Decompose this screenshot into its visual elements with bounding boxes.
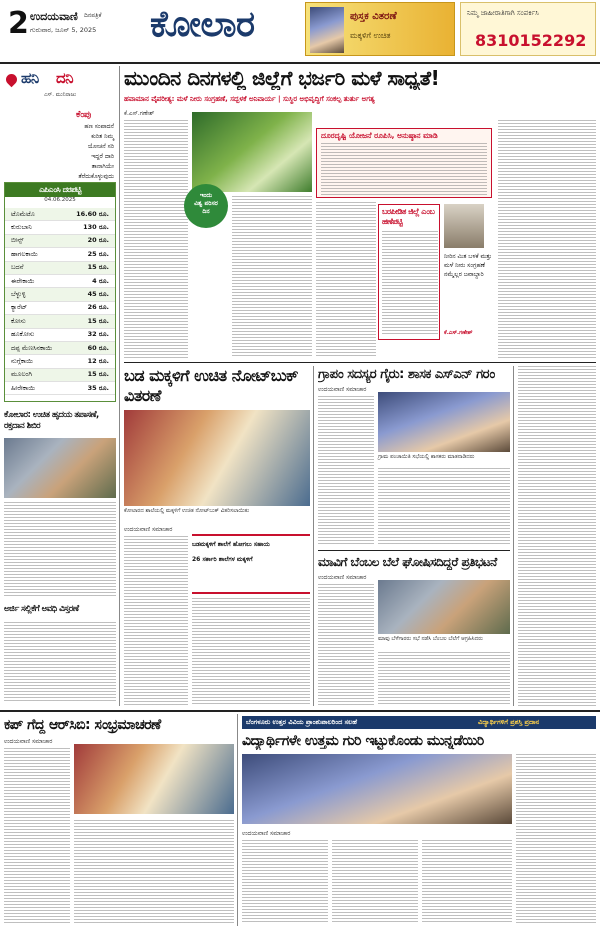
- lead-headline: ಮುಂದಿನ ದಿನಗಳಲ್ಲಿ ಜಿಲ್ಲೆಗೆ ಭರ್ಜರಿ ಮಳೆ ಸಾಧ್ಯತೆ!: [124, 66, 440, 90]
- price-row: [5, 369, 115, 382]
- price-value: 12 ರೂ.: [87, 356, 109, 365]
- students-kicker-bar: [242, 716, 596, 729]
- price-rows: [5, 208, 115, 395]
- lead-body-col3: [316, 202, 376, 358]
- price-row: [5, 221, 115, 234]
- price-value: 15 ರೂ.: [87, 370, 109, 379]
- price-value: 20 ರೂ.: [87, 236, 109, 245]
- quote-line: ತಾನಾಗಿಯೇ: [91, 163, 114, 170]
- drop-icon: [4, 72, 20, 88]
- sidebar-story-2-text: [4, 622, 116, 702]
- quote-line: ತೆರೆದುಕೊಳ್ಳುವುದು: [78, 173, 114, 180]
- mid-rule: [0, 710, 600, 712]
- cup-headline: ಕಪ್ ಗೆದ್ದ ಆರ್‌ಸಿಬಿ: ಸಂಭ್ರಮಾಚರಣೆ: [4, 717, 161, 733]
- price-row: [5, 342, 115, 355]
- gram-byline: ಉದಯವಾಣಿ ಸಮಾಚಾರ: [318, 386, 367, 393]
- advertisement-1-title: ಪುಸ್ತಕ ವಿತರಣೆ: [350, 11, 397, 22]
- price-item: ನುಗ್ಗೆಕಾಯಿ: [11, 356, 34, 365]
- students-body-4: [516, 754, 596, 924]
- lead-inset-title: ಬರಪೀಡಿತ ಜಿಲ್ಲೆ ಎಂಬ ಹಣೆಪಟ್ಟಿ: [382, 207, 435, 226]
- students-body-3: [422, 840, 512, 924]
- advertisement-1: [305, 2, 455, 56]
- price-table: [4, 182, 116, 402]
- edition: ದಿನಪತ್ರಿಕೆ: [84, 12, 102, 19]
- right-column-text: [518, 366, 596, 706]
- cup-byline: ಉದಯವಾಣಿ ಸಮಾಚಾರ: [4, 738, 53, 745]
- advertisement-2: [460, 2, 596, 56]
- mango-body-1: [318, 584, 374, 706]
- books-divider: [313, 366, 314, 706]
- quote-line: ಹಣ ಸಂಪಾದನೆ: [84, 123, 114, 130]
- price-value: 15 ರೂ.: [87, 263, 109, 272]
- badge-line-1: ಇಂದು: [199, 192, 213, 199]
- columnist-byline: ಕೆ.ಎಸ್.ಗಣೇಶ್: [444, 330, 473, 336]
- students-kicker: ಬೆಂಗಳೂರು ಉತ್ತರ ವಿವಿಯ ಪ್ರಾಂಶುಪಾಲರಿಂದ ಸಲಹೆ: [246, 718, 357, 726]
- price-row: [5, 355, 115, 368]
- sidebar-logo: [4, 66, 116, 92]
- price-item: ಟೊಮೆಟೊ: [11, 209, 35, 218]
- header-rule: [0, 62, 600, 64]
- mango-byline: ಉದಯವಾಣಿ ಸಮಾಚಾರ: [318, 574, 367, 581]
- mango-body-2: [378, 652, 510, 706]
- advertisement-1-image: [310, 7, 344, 53]
- lead-box: [316, 128, 492, 198]
- price-item: ಬೀನ್ಸ್: [11, 236, 24, 245]
- price-value: 4 ರೂ.: [92, 276, 109, 285]
- price-row: [5, 329, 115, 342]
- gram-caption: ಗ್ರಾಮ ಪಂಚಾಯಿತಿ ಸಭೆಯಲ್ಲಿ ಶಾಸಕರು ಮಾತನಾಡಿದರು: [378, 454, 475, 460]
- students-photo: [242, 754, 512, 824]
- gram-body-1: [318, 396, 374, 546]
- sidebar-story-1-text: [4, 502, 116, 598]
- badge-line-3: ದಿನ: [202, 208, 210, 215]
- sidebar-story-2-title: ಅರ್ಜಿ ಸಲ್ಲಿಕೆಗೆ ಅವಧಿ ವಿಸ್ತರಣೆ: [4, 604, 79, 614]
- gram-headline: ಗ್ರಾಪಂ ಸದಸ್ಯರ ಗೈರು: ಶಾಸಕ ಎಸ್‌ಎನ್ ಗರಂ: [318, 367, 495, 382]
- lead-rule: [124, 362, 596, 363]
- price-item: ಕೋಸು: [11, 316, 26, 325]
- cup-body-2: [74, 820, 234, 924]
- students-headline: ವಿದ್ಯಾರ್ಥಿಗಳೇ ಉತ್ತಮ ಗುರಿ ಇಟ್ಟುಕೊಂಡು ಮುನ್ನಡೆಯಿರಿ: [242, 733, 484, 749]
- mango-caption: ಮಾವು ಬೆಳೆಗಾರರು ಸಭೆ ನಡೆಸಿ ಬೆಂಬಲ ಬೆಲೆಗೆ ಆಗ್ರಹಿಸಿದರು: [378, 636, 483, 642]
- sidebar-byline: ಎಸ್. ಮುನಿರಾಜು: [44, 92, 77, 98]
- gram-body-2: [378, 468, 510, 546]
- advertisement-2-phone: 8310152292: [475, 31, 587, 50]
- cup-divider: [237, 714, 238, 926]
- right-divider: [513, 366, 514, 706]
- price-value: 60 ರೂ.: [87, 343, 109, 352]
- lead-box-title: ದೂರದೃಷ್ಟಿ ಯೋಜನೆ ರೂಪಿಸಿ, ಅನುಷ್ಠಾನ ಮಾಡಿ: [321, 131, 438, 140]
- students-body-1: [242, 840, 328, 924]
- price-item: ಈರೇಕಾಯಿ: [11, 276, 35, 285]
- environment-day-badge: [184, 184, 228, 228]
- sidebar-logo-right: ದನಿ: [56, 69, 74, 87]
- lead-box-text: [321, 143, 487, 195]
- price-item: ಹಾಗಲಕಾಯಿ: [11, 249, 38, 258]
- price-value: 32 ರೂ.: [87, 330, 109, 339]
- header-bar: [0, 0, 600, 62]
- price-row: [5, 208, 115, 221]
- cup-body-1: [4, 748, 70, 924]
- date-line: ಗುರುವಾರ, ಜೂನ್ 5, 2025: [30, 26, 97, 34]
- lead-body-col4: [498, 120, 596, 358]
- students-body-2: [332, 840, 418, 924]
- price-value: 16.60 ರೂ.: [76, 209, 109, 218]
- sidebar-story-1-photo: [4, 438, 116, 498]
- cup-photo: [74, 744, 234, 814]
- price-table-date: 04.06.2025: [44, 197, 76, 203]
- price-value: 35 ರೂ.: [87, 383, 109, 392]
- columnist-quote: ನೀರಿನ ಮಿತ ಬಳಕೆ ಮತ್ತು ಮಳೆ ನೀರು ಸಂಗ್ರಹಣೆ ನಮ್ಮೆಲ್ಲರ ಜವಾಬ್ದಾರಿ: [444, 253, 492, 278]
- lead-photo: [192, 112, 312, 192]
- quote-line: ಕುರಿತ ನಿಮ್ಮ: [91, 133, 114, 140]
- gram-photo: [378, 392, 510, 452]
- students-kicker-right: ವಿದ್ಯಾರ್ಥಿಗಳಿಗೆ ಪ್ರಶಸ್ತಿ ಪ್ರದಾನ: [478, 718, 540, 726]
- lead-inset: [378, 204, 440, 340]
- books-body: [124, 536, 188, 706]
- sidebar-quote-title: ಕೆಂಪು: [76, 110, 91, 120]
- price-value: 26 ರೂ.: [87, 303, 109, 312]
- section-title: ಕೋಲಾರ: [150, 4, 255, 45]
- price-row: [5, 315, 115, 328]
- books-byline: ಉದಯವಾಣಿ ಸಮಾಚಾರ: [124, 526, 173, 533]
- mango-photo: [378, 580, 510, 634]
- price-table-title: ಎಪಿಎಂಸಿ ದರಪಟ್ಟಿ: [5, 183, 115, 197]
- price-row: [5, 248, 115, 261]
- lead-subhead: ಹವಾಮಾನ ವೈಪರೀತ್ಯ: ಮಳೆ ನೀರು ಸಂಗ್ರಹಣೆ, ಸದ್ಬಳಕೆ ಅನಿವಾರ್ಯ | ಸುಸ್ಥಿರ ಅಭಿವೃದ್ಧಿಗೆ ಸಂಕಲ್ಪ ತುರ್ತು ಅಗತ್ಯ: [124, 95, 375, 103]
- sidebar-quote: [44, 122, 114, 182]
- quote-line: ಯೋಚನೆ ಸರಿ: [87, 143, 114, 150]
- price-item: ಮೂಲಂಗಿ: [11, 370, 32, 379]
- price-item: ದಪ್ಪ ಮೆಣಸಿನಕಾಯಿ: [11, 343, 53, 352]
- books-highlight-1: ಬಡಮಕ್ಕಳಿಗೆ ಶಾಲೆಗೆ ಹೋಗಲು ಸಹಾಯ: [192, 541, 270, 548]
- sidebar-divider: [119, 66, 120, 706]
- sidebar-logo-left: ಹನಿ: [21, 69, 39, 87]
- price-row: [5, 275, 115, 288]
- books-highlight-2: 26 ಸರ್ಕಾರಿ ಶಾಲೆಗಳ ಮಕ್ಕಳಿಗೆ: [192, 556, 253, 563]
- price-row: [5, 382, 115, 395]
- price-item: ಬದನೆ: [11, 263, 24, 272]
- price-item: ಬೆಳ್ಳುಳ್ಳಿ: [11, 290, 26, 299]
- books-highlights: [192, 534, 310, 594]
- sidebar: [4, 66, 116, 706]
- price-row: [5, 262, 115, 275]
- advertisement-1-sub: ಮಕ್ಕಳಿಗೆ ಉಚಿತ: [350, 31, 391, 40]
- sidebar-story-1-title: ಕೋಲಾರ: ಉಚಿತ ಹೃದಯ ತಪಾಸಣೆ, ರಕ್ತದಾನ ಶಿಬಿರ: [4, 410, 99, 431]
- lead-body-col1: [124, 120, 188, 358]
- books-caption: ಕೋಲಾರದ ಶಾಲೆಯಲ್ಲಿ ಮಕ್ಕಳಿಗೆ ಉಚಿತ ನೋಟ್‌ಬುಕ್ ವಿತರಿಸಲಾಯಿತು: [124, 508, 250, 514]
- quote-line: ಇದ್ದರೆ ದಾರಿ: [91, 153, 114, 160]
- price-row: [5, 288, 115, 301]
- columnist-photo: [444, 204, 484, 248]
- price-item: ಹೂಕೋಸು: [11, 330, 35, 339]
- gram-rule: [318, 550, 510, 551]
- books-photo: [124, 410, 310, 506]
- price-value: 45 ರೂ.: [87, 290, 109, 299]
- price-value: 130 ರೂ.: [83, 223, 109, 232]
- masthead: ಉದಯವಾಣಿ: [30, 10, 78, 23]
- books-body-2: [192, 598, 310, 706]
- page-number: 2: [8, 6, 29, 41]
- mango-headline: ಮಾವಿಗೆ ಬೆಂಬಲ ಬೆಲೆ ಘೋಷಿಸದಿದ್ದರೆ ಪ್ರತಿಭಟನೆ: [318, 555, 497, 569]
- price-value: 25 ರೂ.: [87, 249, 109, 258]
- price-item: ಹೀರೇಕಾಯಿ: [11, 383, 36, 392]
- books-headline: ಬಡ ಮಕ್ಕಳಿಗೆ ಉಚಿತ ನೋಟ್‌ಬುಕ್ ವಿತರಣೆ: [124, 366, 299, 405]
- price-value: 15 ರೂ.: [87, 316, 109, 325]
- price-item: ಕುರುಬಾನಿ: [11, 223, 32, 232]
- students-byline: ಉದಯವಾಣಿ ಸಮಾಚಾರ: [242, 830, 291, 837]
- lead-inset-text: [382, 231, 438, 335]
- price-item: ಕ್ಯಾರೆಟ್: [11, 303, 28, 312]
- badge-line-2: ವಿಶ್ವ ಪರಿಸರ: [194, 200, 218, 207]
- advertisement-2-line: ನಿಮ್ಮ ಜಾಹೀರಾತಿಗಾಗಿ ಸಂಪರ್ಕಿಸಿ: [467, 9, 539, 17]
- price-row: [5, 302, 115, 315]
- lead-body-col2: [232, 196, 312, 358]
- lead-byline: ಕೆ.ಎಸ್.ಗಣೇಶ್: [124, 110, 155, 117]
- price-row: [5, 235, 115, 248]
